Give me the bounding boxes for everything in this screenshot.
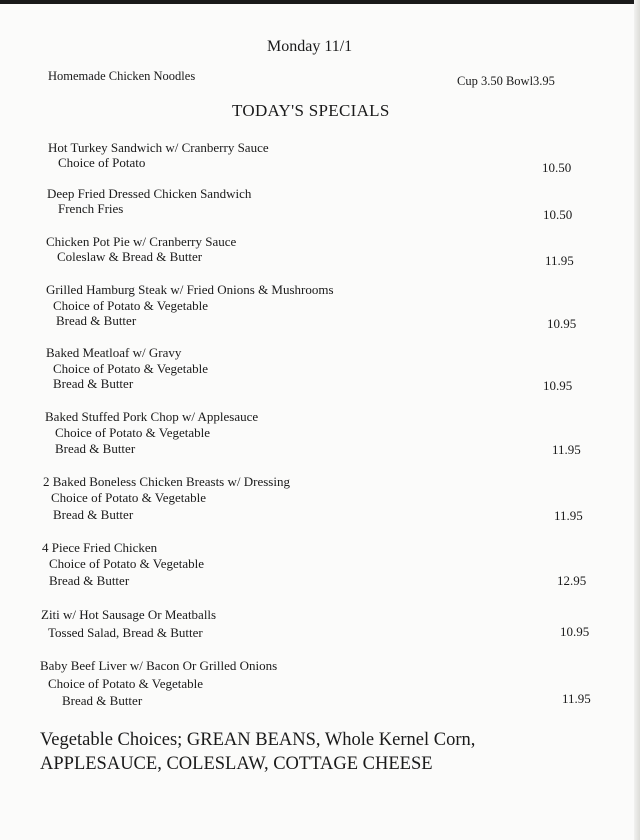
special-detail: Bread & Butter xyxy=(49,573,130,588)
special-detail: Bread & Butter xyxy=(62,693,143,708)
special-detail: Bread & Butter xyxy=(55,441,136,456)
soup-price: Cup 3.50 Bowl3.95 xyxy=(457,74,555,88)
special-detail: Choice of Potato & Vegetable xyxy=(53,361,209,376)
special-title: Deep Fried Dressed Chicken Sandwich xyxy=(47,186,252,201)
special-detail: French Fries xyxy=(58,201,124,216)
special-title: 4 Piece Fried Chicken xyxy=(42,540,158,555)
special-price: 11.95 xyxy=(562,691,591,706)
special-detail: Choice of Potato & Vegetable xyxy=(48,676,204,691)
menu-date: Monday 11/1 xyxy=(267,38,353,55)
special-price: 10.95 xyxy=(547,316,577,331)
special-title: Baked Meatloaf w/ Gravy xyxy=(46,345,182,360)
special-detail: Tossed Salad, Bread & Butter xyxy=(48,625,203,640)
vegetable-choices xyxy=(40,728,475,776)
special-title: 2 Baked Boneless Chicken Breasts w/ Dressing xyxy=(43,474,290,489)
special-detail: Bread & Butter xyxy=(53,507,134,522)
specials-heading: TODAY'S SPECIALS xyxy=(232,101,390,120)
special-price: 10.50 xyxy=(543,207,573,222)
special-item xyxy=(0,409,640,465)
special-title: Ziti w/ Hot Sausage Or Meatballs xyxy=(41,607,217,622)
special-detail: Bread & Butter xyxy=(56,313,137,328)
special-detail: Coleslaw & Bread & Butter xyxy=(57,249,203,264)
vegetable-choices-line: Vegetable Choices; GREAN BEANS, Whole Kernel Corn, xyxy=(40,730,476,750)
soup-name: Homemade Chicken Noodles xyxy=(48,69,196,83)
special-price: 10.95 xyxy=(560,624,590,639)
special-title: Hot Turkey Sandwich w/ Cranberry Sauce xyxy=(48,140,269,155)
special-item xyxy=(0,282,640,338)
special-title: Baked Stuffed Pork Chop w/ Applesauce xyxy=(45,409,259,424)
special-title: Baby Beef Liver w/ Bacon Or Grilled Onions xyxy=(40,658,278,673)
special-item xyxy=(0,345,640,401)
special-detail: Choice of Potato & Vegetable xyxy=(53,298,209,313)
special-detail: Choice of Potato xyxy=(58,155,146,170)
special-detail: Bread & Butter xyxy=(53,376,134,391)
special-title: Chicken Pot Pie w/ Cranberry Sauce xyxy=(46,234,237,249)
special-price: 11.95 xyxy=(552,442,581,457)
special-detail: Choice of Potato & Vegetable xyxy=(55,425,211,440)
special-item xyxy=(0,607,640,663)
special-item xyxy=(0,658,640,714)
special-price: 10.95 xyxy=(543,378,573,393)
special-title: Grilled Hamburg Steak w/ Fried Onions & Mushrooms xyxy=(46,282,334,297)
special-price: 12.95 xyxy=(557,573,587,588)
special-price: 11.95 xyxy=(554,508,583,523)
special-item xyxy=(0,474,640,530)
vegetable-choices-line: APPLESAUCE, COLESLAW, COTTAGE CHEESE xyxy=(40,754,433,774)
special-detail: Choice of Potato & Vegetable xyxy=(49,556,205,571)
page-top-edge xyxy=(0,0,640,4)
special-price: 10.50 xyxy=(542,160,572,175)
special-price: 11.95 xyxy=(545,253,574,268)
special-item xyxy=(0,540,640,596)
special-detail: Choice of Potato & Vegetable xyxy=(51,490,207,505)
